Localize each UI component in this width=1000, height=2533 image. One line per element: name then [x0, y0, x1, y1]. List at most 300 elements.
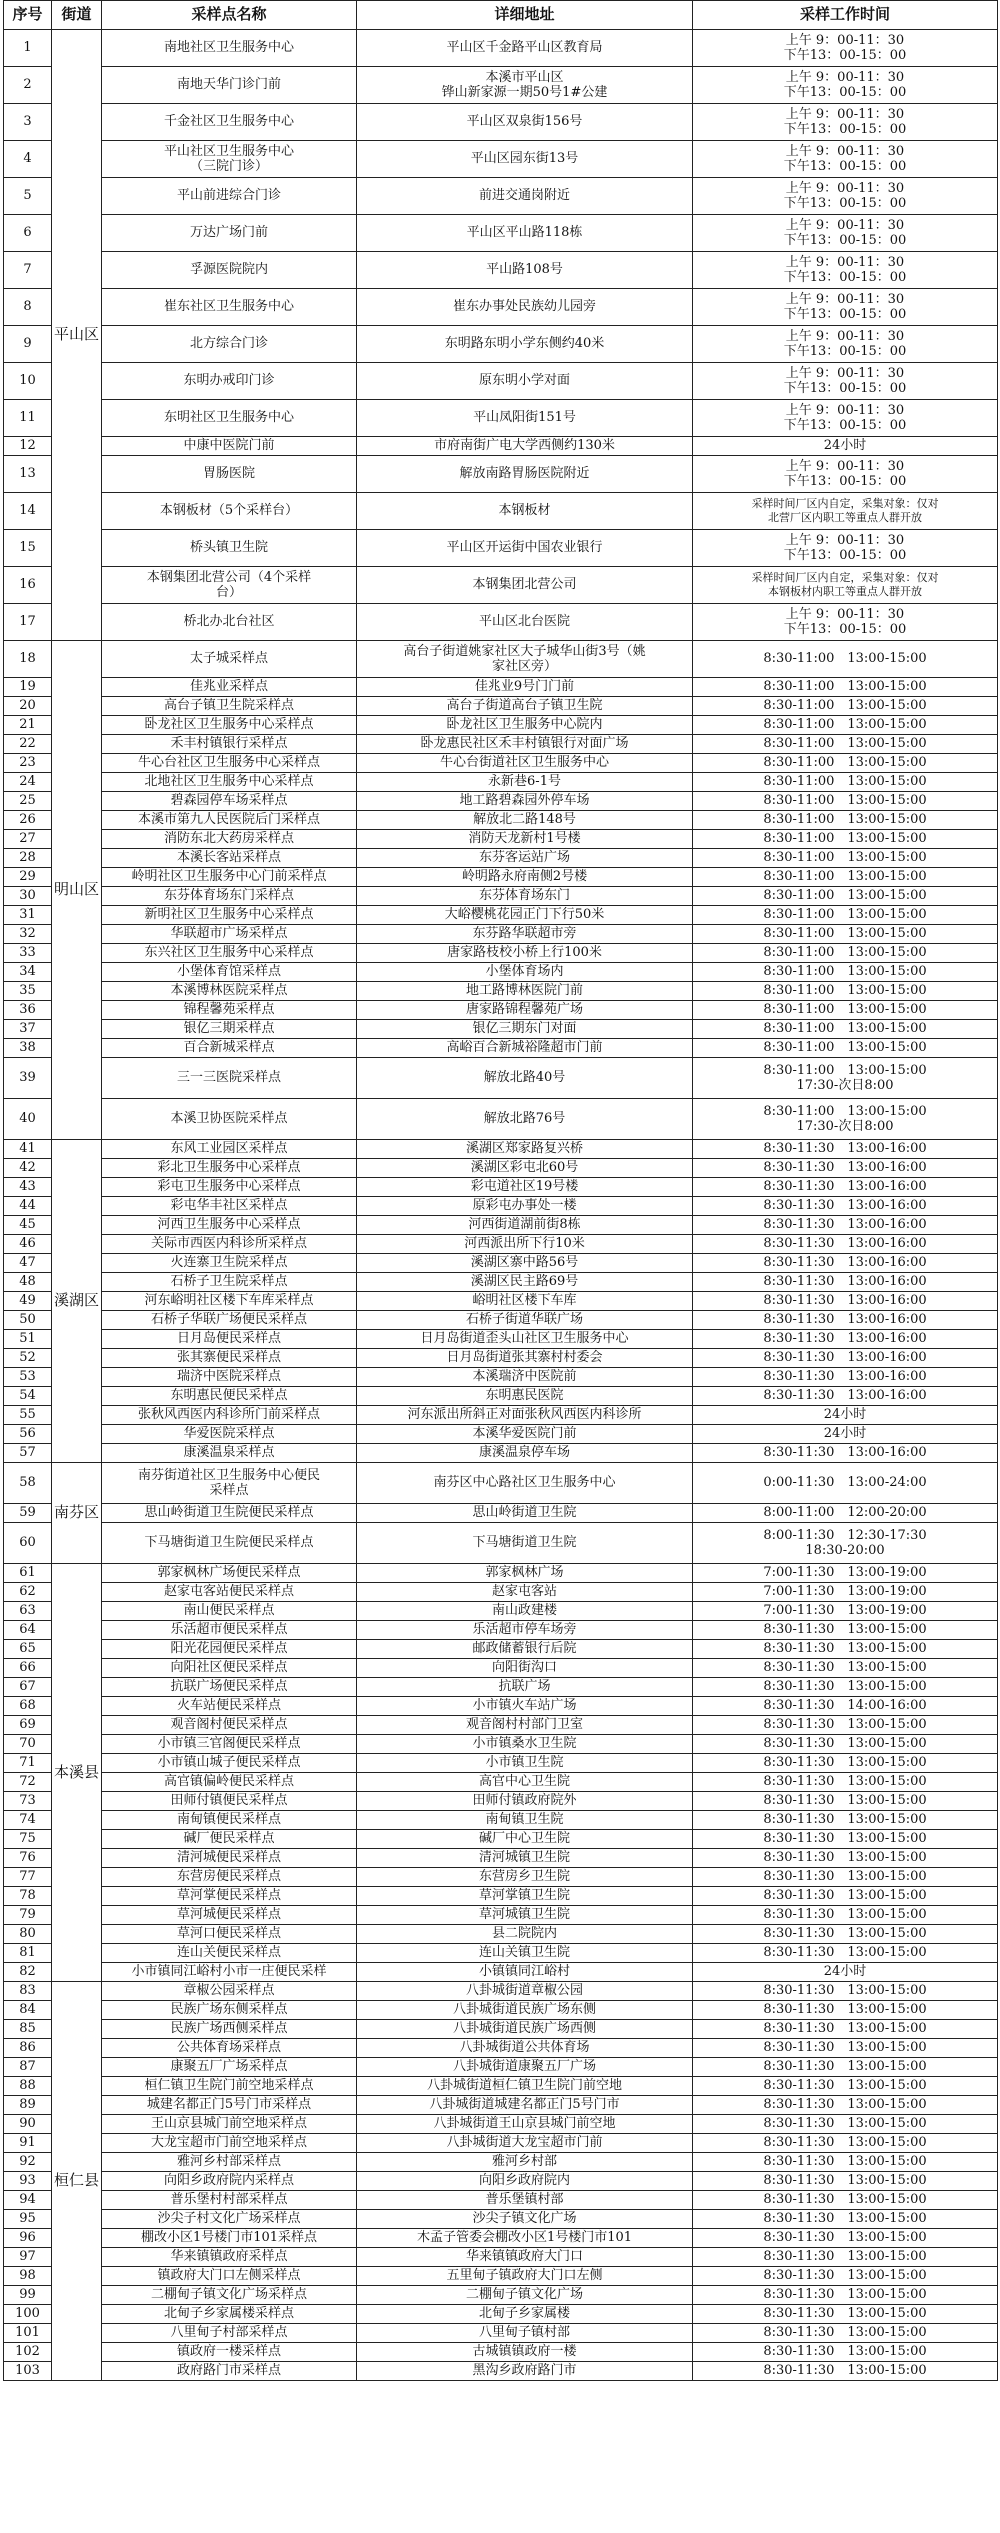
cell-address: 八卦城街道王山京县城门前空地	[357, 2115, 693, 2134]
table-row	[4, 1099, 998, 1140]
table-row	[4, 1523, 998, 1564]
cell-address: 八卦城街道民族广场东侧	[357, 2001, 693, 2020]
cell-site-name: 北地社区卫生服务中心采样点	[102, 773, 357, 792]
cell-hours: 8:30-11:30 13:00-16:00	[693, 1292, 998, 1311]
cell-hours: 8:30-11:30 13:00-15:00	[693, 1811, 998, 1830]
cell-site-name: 卧龙社区卫生服务中心采样点	[102, 716, 357, 735]
cell-address: 溪湖区民主路69号	[357, 1273, 693, 1292]
cell-hours: 0:00-11:30 13:00-24:00	[693, 1463, 998, 1504]
cell-index: 50	[4, 1311, 52, 1330]
table-row	[4, 437, 998, 456]
cell-address: 解放北路40号	[357, 1058, 693, 1099]
cell-site-name: 孚源医院院内	[102, 252, 357, 289]
table-row	[4, 1659, 998, 1678]
cell-site-name: 石桥子华联广场便民采样点	[102, 1311, 357, 1330]
cell-address: 河东派出所斜正对面张秋风西医内科诊所	[357, 1406, 693, 1425]
cell-hours: 8:30-11:30 13:00-16:00	[693, 1273, 998, 1292]
cell-hours: 8:30-11:30 13:00-16:00	[693, 1444, 998, 1463]
cell-address: 日月岛街道张其寨村村委会	[357, 1349, 693, 1368]
header-address: 详细地址	[357, 1, 693, 30]
cell-hours: 8:30-11:00 13:00-15:00	[693, 963, 998, 982]
cell-address: 解放南路胃肠医院附近	[357, 456, 693, 493]
cell-site-name: 南芬街道社区卫生服务中心便民 采样点	[102, 1463, 357, 1504]
cell-address: 黑沟乡政府路门市	[357, 2362, 693, 2381]
cell-address: 赵家屯客站	[357, 1583, 693, 1602]
cell-index: 73	[4, 1792, 52, 1811]
cell-hours: 8:30-11:30 13:00-16:00	[693, 1330, 998, 1349]
cell-index: 25	[4, 792, 52, 811]
header-hours: 采样工作时间	[693, 1, 998, 30]
cell-hours: 上午 9：00-11：30 下午13：00-15：00	[693, 289, 998, 326]
cell-site-name: 碧森园停车场采样点	[102, 792, 357, 811]
cell-index: 88	[4, 2077, 52, 2096]
table-row	[4, 2172, 998, 2191]
cell-hours: 24小时	[693, 1425, 998, 1444]
cell-hours: 8:30-11:00 13:00-15:00	[693, 1020, 998, 1039]
cell-hours: 8:30-11:30 13:00-15:00	[693, 1982, 998, 2001]
cell-site-name: 东明社区卫生服务中心	[102, 400, 357, 437]
cell-address: 消防天龙新村1号楼	[357, 830, 693, 849]
table-row	[4, 1178, 998, 1197]
cell-site-name: 高台子镇卫生院采样点	[102, 697, 357, 716]
cell-index: 37	[4, 1020, 52, 1039]
table-row	[4, 363, 998, 400]
cell-hours: 8:30-11:00 13:00-15:00	[693, 678, 998, 697]
cell-index: 57	[4, 1444, 52, 1463]
cell-address: 高台子街道姚家社区大子城华山街3号（姚 家社区旁）	[357, 641, 693, 678]
header-row	[4, 1, 998, 30]
cell-index: 59	[4, 1504, 52, 1523]
cell-hours: 8:30-11:30 13:00-16:00	[693, 1235, 998, 1254]
table-row	[4, 1621, 998, 1640]
cell-site-name: 章椒公园采样点	[102, 1982, 357, 2001]
cell-hours: 8:30-11:30 13:00-15:00	[693, 2324, 998, 2343]
cell-index: 5	[4, 178, 52, 215]
cell-hours: 上午 9：00-11：30 下午13：00-15：00	[693, 456, 998, 493]
cell-index: 12	[4, 437, 52, 456]
cell-site-name: 抗联广场便民采样点	[102, 1678, 357, 1697]
cell-address: 沙尖子镇文化广场	[357, 2210, 693, 2229]
cell-index: 86	[4, 2039, 52, 2058]
table-row	[4, 2191, 998, 2210]
cell-index: 18	[4, 641, 52, 678]
cell-index: 70	[4, 1735, 52, 1754]
cell-hours: 8:30-11:30 13:00-15:00	[693, 2210, 998, 2229]
cell-index: 42	[4, 1159, 52, 1178]
cell-index: 22	[4, 735, 52, 754]
cell-index: 64	[4, 1621, 52, 1640]
cell-hours: 8:30-11:30 13:00-15:00	[693, 2020, 998, 2039]
cell-index: 76	[4, 1849, 52, 1868]
table-row	[4, 2058, 998, 2077]
cell-index: 78	[4, 1887, 52, 1906]
cell-hours: 8:30-11:30 13:00-16:00	[693, 1349, 998, 1368]
table-row	[4, 1906, 998, 1925]
cell-site-name: 彩屯华丰社区采样点	[102, 1197, 357, 1216]
cell-index: 90	[4, 2115, 52, 2134]
cell-site-name: 王山京县城门前空地采样点	[102, 2115, 357, 2134]
cell-site-name: 南甸镇便民采样点	[102, 1811, 357, 1830]
cell-hours: 7:00-11:30 13:00-19:00	[693, 1564, 998, 1583]
table-row	[4, 1640, 998, 1659]
cell-address: 乐活超市停车场旁	[357, 1621, 693, 1640]
cell-site-name: 佳兆业采样点	[102, 678, 357, 697]
table-row	[4, 2248, 998, 2267]
table-row	[4, 2001, 998, 2020]
table-row	[4, 1406, 998, 1425]
cell-site-name: 镇政府大门口左侧采样点	[102, 2267, 357, 2286]
cell-site-name: 禾丰村镇银行采样点	[102, 735, 357, 754]
cell-hours: 上午 9：00-11：30 下午13：00-15：00	[693, 604, 998, 641]
cell-index: 84	[4, 2001, 52, 2020]
cell-address: 岭明路永府南侧2号楼	[357, 868, 693, 887]
cell-index: 52	[4, 1349, 52, 1368]
cell-hours: 8:30-11:00 13:00-15:00	[693, 906, 998, 925]
cell-address: 原东明小学对面	[357, 363, 693, 400]
cell-address: 平山区开运街中国农业银行	[357, 530, 693, 567]
cell-site-name: 北方综合门诊	[102, 326, 357, 363]
cell-index: 54	[4, 1387, 52, 1406]
cell-hours: 8:30-11:30 13:00-16:00	[693, 1311, 998, 1330]
cell-index: 4	[4, 141, 52, 178]
cell-site-name: 郭家枫林广场便民采样点	[102, 1564, 357, 1583]
cell-hours: 8:30-11:30 13:00-16:00	[693, 1197, 998, 1216]
cell-site-name: 桓仁镇卫生院门前空地采样点	[102, 2077, 357, 2096]
cell-hours: 采样时间厂区内自定，采集对象：仅对 北营厂区内职工等重点人群开放	[693, 493, 998, 530]
cell-address: 卧龙社区卫生服务中心院内	[357, 716, 693, 735]
cell-address: 东芬路华联超市旁	[357, 925, 693, 944]
cell-site-name: 草河口便民采样点	[102, 1925, 357, 1944]
cell-index: 53	[4, 1368, 52, 1387]
cell-address: 草河城镇卫生院	[357, 1906, 693, 1925]
cell-index: 91	[4, 2134, 52, 2153]
cell-address: 解放北二路148号	[357, 811, 693, 830]
cell-address: 唐家路枝校小桥上行100米	[357, 944, 693, 963]
cell-hours: 8:30-11:30 13:00-16:00	[693, 1254, 998, 1273]
cell-hours: 8:30-11:30 13:00-15:00	[693, 2134, 998, 2153]
table-row	[4, 773, 998, 792]
cell-address: 华来镇镇政府大门口	[357, 2248, 693, 2267]
cell-index: 69	[4, 1716, 52, 1735]
cell-hours: 7:00-11:30 13:00-19:00	[693, 1602, 998, 1621]
cell-index: 103	[4, 2362, 52, 2381]
table-row	[4, 1697, 998, 1716]
cell-site-name: 本溪卫协医院采样点	[102, 1099, 357, 1140]
cell-address: 平山区千金路平山区教育局	[357, 30, 693, 67]
cell-site-name: 康聚五厂广场采样点	[102, 2058, 357, 2077]
table-row	[4, 178, 998, 215]
cell-site-name: 东风工业园区采样点	[102, 1140, 357, 1159]
cell-site-name: 政府路门市采样点	[102, 2362, 357, 2381]
cell-site-name: 南山便民采样点	[102, 1602, 357, 1621]
cell-hours: 8:30-11:30 13:00-15:00	[693, 1640, 998, 1659]
table-row	[4, 2343, 998, 2362]
cell-hours: 8:30-11:00 13:00-15:00 17:30-次日8:00	[693, 1058, 998, 1099]
cell-index: 7	[4, 252, 52, 289]
header-index: 序号	[4, 1, 52, 30]
table-row	[4, 326, 998, 363]
cell-index: 17	[4, 604, 52, 641]
cell-hours: 8:30-11:00 13:00-15:00	[693, 716, 998, 735]
cell-address: 连山关镇卫生院	[357, 1944, 693, 1963]
cell-hours: 8:30-11:30 13:00-15:00	[693, 2343, 998, 2362]
table-row	[4, 1254, 998, 1273]
cell-index: 11	[4, 400, 52, 437]
cell-hours: 8:30-11:30 13:00-15:00	[693, 2058, 998, 2077]
cell-index: 39	[4, 1058, 52, 1099]
cell-address: 八里甸子镇村部	[357, 2324, 693, 2343]
cell-site-name: 关际市西医内科诊所采样点	[102, 1235, 357, 1254]
cell-index: 26	[4, 811, 52, 830]
cell-index: 48	[4, 1273, 52, 1292]
table-row	[4, 1982, 998, 2001]
table-row	[4, 735, 998, 754]
table-row	[4, 1944, 998, 1963]
cell-address: 峪明社区楼下车库	[357, 1292, 693, 1311]
cell-address: 北甸子乡家属楼	[357, 2305, 693, 2324]
cell-address: 小市镇桑水卫生院	[357, 1735, 693, 1754]
cell-site-name: 百合新城采样点	[102, 1039, 357, 1058]
cell-index: 41	[4, 1140, 52, 1159]
cell-hours: 上午 9：00-11：30 下午13：00-15：00	[693, 67, 998, 104]
cell-address: 小镇镇同江峪村	[357, 1963, 693, 1982]
cell-address: 康溪温泉停车场	[357, 1444, 693, 1463]
cell-index: 94	[4, 2191, 52, 2210]
cell-site-name: 张秋风西医内科诊所门前采样点	[102, 1406, 357, 1425]
cell-site-name: 东明惠民便民采样点	[102, 1387, 357, 1406]
cell-address: 八卦城街道桓仁镇卫生院门前空地	[357, 2077, 693, 2096]
cell-hours: 24小时	[693, 1406, 998, 1425]
cell-address: 小市镇卫生院	[357, 1754, 693, 1773]
cell-hours: 8:30-11:30 13:00-15:00	[693, 2191, 998, 2210]
table-row	[4, 830, 998, 849]
cell-address: 本溪华爱医院门前	[357, 1425, 693, 1444]
cell-hours: 8:30-11:30 13:00-15:00	[693, 2362, 998, 2381]
cell-index: 72	[4, 1773, 52, 1792]
cell-hours: 8:30-11:30 13:00-15:00	[693, 1678, 998, 1697]
cell-index: 13	[4, 456, 52, 493]
cell-site-name: 太子城采样点	[102, 641, 357, 678]
table-row	[4, 493, 998, 530]
table-row	[4, 1735, 998, 1754]
cell-address: 向阳乡政府院内	[357, 2172, 693, 2191]
cell-address: 卧龙惠民社区禾丰村镇银行对面广场	[357, 735, 693, 754]
cell-index: 87	[4, 2058, 52, 2077]
table-row	[4, 754, 998, 773]
cell-index: 27	[4, 830, 52, 849]
cell-hours: 8:30-11:00 13:00-15:00	[693, 1039, 998, 1058]
cell-address: 八卦城街道城建名都正门5号门市	[357, 2096, 693, 2115]
cell-address: 银亿三期东门对面	[357, 1020, 693, 1039]
cell-index: 96	[4, 2229, 52, 2248]
cell-address: 八卦城街道大龙宝超市门前	[357, 2134, 693, 2153]
cell-address: 高官中心卫生院	[357, 1773, 693, 1792]
cell-address: 郭家枫林广场	[357, 1564, 693, 1583]
cell-site-name: 瑞济中医院采样点	[102, 1368, 357, 1387]
cell-hours: 8:30-11:00 13:00-15:00	[693, 792, 998, 811]
cell-index: 80	[4, 1925, 52, 1944]
table-row	[4, 2286, 998, 2305]
cell-index: 43	[4, 1178, 52, 1197]
cell-index: 30	[4, 887, 52, 906]
table-row	[4, 811, 998, 830]
table-row	[4, 697, 998, 716]
cell-address: 永新巷6-1号	[357, 773, 693, 792]
cell-hours: 8:30-11:30 13:00-15:00	[693, 2153, 998, 2172]
cell-hours: 8:30-11:00 13:00-15:00	[693, 944, 998, 963]
cell-hours: 8:30-11:30 13:00-15:00	[693, 1849, 998, 1868]
cell-hours: 上午 9：00-11：30 下午13：00-15：00	[693, 104, 998, 141]
cell-address: 解放北路76号	[357, 1099, 693, 1140]
cell-index: 66	[4, 1659, 52, 1678]
cell-index: 49	[4, 1292, 52, 1311]
cell-site-name: 赵家屯客站便民采样点	[102, 1583, 357, 1602]
table-row	[4, 906, 998, 925]
cell-hours: 24小时	[693, 1963, 998, 1982]
cell-address: 牛心台街道社区卫生服务中心	[357, 754, 693, 773]
cell-address: 八卦城街道民族广场西侧	[357, 2020, 693, 2039]
cell-address: 地工路碧森园外停车场	[357, 792, 693, 811]
cell-index: 62	[4, 1583, 52, 1602]
cell-site-name: 小市镇三官阁便民采样点	[102, 1735, 357, 1754]
cell-site-name: 火连寨卫生院采样点	[102, 1254, 357, 1273]
cell-address: 南芬区中心路社区卫生服务中心	[357, 1463, 693, 1504]
cell-site-name: 消防东北大药房采样点	[102, 830, 357, 849]
table-row	[4, 1292, 998, 1311]
cell-site-name: 本溪长客站采样点	[102, 849, 357, 868]
cell-site-name: 本溪博林医院采样点	[102, 982, 357, 1001]
cell-address: 溪湖区郑家路复兴桥	[357, 1140, 693, 1159]
cell-hours: 8:30-11:30 13:00-15:00	[693, 2286, 998, 2305]
cell-address: 佳兆业9号门门前	[357, 678, 693, 697]
cell-address: 地工路博林医院门前	[357, 982, 693, 1001]
cell-index: 99	[4, 2286, 52, 2305]
cell-site-name: 高官镇偏岭便民采样点	[102, 1773, 357, 1792]
table-row	[4, 1140, 998, 1159]
cell-hours: 8:30-11:00 13:00-15:00	[693, 1001, 998, 1020]
cell-address: 二棚甸子镇文化广场	[357, 2286, 693, 2305]
cell-site-name: 平山社区卫生服务中心 （三院门诊）	[102, 141, 357, 178]
cell-site-name: 田师付镇便民采样点	[102, 1792, 357, 1811]
cell-index: 44	[4, 1197, 52, 1216]
cell-index: 60	[4, 1523, 52, 1564]
cell-hours: 8:30-11:00 13:00-15:00	[693, 849, 998, 868]
cell-site-name: 桥北办北台社区	[102, 604, 357, 641]
cell-hours: 8:30-11:30 13:00-15:00	[693, 1716, 998, 1735]
cell-district: 桓仁县	[52, 1982, 102, 2381]
cell-address: 八卦城街道章椒公园	[357, 1982, 693, 2001]
cell-hours: 8:30-11:00 13:00-15:00	[693, 887, 998, 906]
cell-site-name: 彩屯卫生服务中心采样点	[102, 1178, 357, 1197]
cell-index: 95	[4, 2210, 52, 2229]
cell-hours: 8:30-11:30 13:00-15:00	[693, 1792, 998, 1811]
table-row	[4, 2324, 998, 2343]
cell-index: 82	[4, 1963, 52, 1982]
cell-index: 67	[4, 1678, 52, 1697]
cell-hours: 8:30-11:30 13:00-15:00	[693, 2229, 998, 2248]
cell-index: 36	[4, 1001, 52, 1020]
cell-site-name: 南地社区卫生服务中心	[102, 30, 357, 67]
cell-address: 田师付镇政府院外	[357, 1792, 693, 1811]
cell-address: 大峪樱桃花园正门下行50米	[357, 906, 693, 925]
cell-index: 20	[4, 697, 52, 716]
cell-site-name: 沙尖子村文化广场采样点	[102, 2210, 357, 2229]
cell-hours: 8:30-11:30 13:00-15:00	[693, 2248, 998, 2267]
cell-index: 56	[4, 1425, 52, 1444]
cell-address: 草河掌镇卫生院	[357, 1887, 693, 1906]
cell-site-name: 牛心台社区卫生服务中心采样点	[102, 754, 357, 773]
table-row	[4, 1235, 998, 1254]
cell-address: 古城镇镇政府一楼	[357, 2343, 693, 2362]
cell-hours: 8:30-11:30 13:00-15:00	[693, 1925, 998, 1944]
cell-address: 邮政储蓄银行后院	[357, 1640, 693, 1659]
table-row	[4, 2305, 998, 2324]
cell-site-name: 中康中医院门前	[102, 437, 357, 456]
table-row	[4, 641, 998, 678]
table-row	[4, 1830, 998, 1849]
table-row	[4, 925, 998, 944]
cell-site-name: 民族广场西侧采样点	[102, 2020, 357, 2039]
table-row	[4, 2096, 998, 2115]
table-row	[4, 1020, 998, 1039]
table-row	[4, 1792, 998, 1811]
cell-hours: 8:30-11:30 13:00-15:00	[693, 1944, 998, 1963]
table-row	[4, 2210, 998, 2229]
cell-site-name: 大龙宝超市门前空地采样点	[102, 2134, 357, 2153]
cell-site-name: 清河城便民采样点	[102, 1849, 357, 1868]
cell-hours: 8:30-11:00 13:00-15:00 17:30-次日8:00	[693, 1099, 998, 1140]
table-row	[4, 1925, 998, 1944]
cell-hours: 8:30-11:00 13:00-15:00	[693, 754, 998, 773]
table-row	[4, 1504, 998, 1523]
cell-index: 75	[4, 1830, 52, 1849]
cell-site-name: 八里甸子村部采样点	[102, 2324, 357, 2343]
cell-site-name: 民族广场东侧采样点	[102, 2001, 357, 2020]
cell-address: 向阳街沟口	[357, 1659, 693, 1678]
cell-district: 南芬区	[52, 1463, 102, 1564]
cell-site-name: 火车站便民采样点	[102, 1697, 357, 1716]
cell-hours: 采样时间厂区内自定，采集对象：仅对 本钢板材内职工等重点人群开放	[693, 567, 998, 604]
cell-address: 平山路108号	[357, 252, 693, 289]
cell-site-name: 崔东社区卫生服务中心	[102, 289, 357, 326]
cell-hours: 8:30-11:00 13:00-15:00	[693, 697, 998, 716]
table-row	[4, 868, 998, 887]
table-row	[4, 944, 998, 963]
cell-hours: 8:30-11:30 13:00-15:00	[693, 1830, 998, 1849]
cell-hours: 上午 9：00-11：30 下午13：00-15：00	[693, 400, 998, 437]
table-row	[4, 215, 998, 252]
cell-hours: 8:30-11:00 13:00-15:00	[693, 811, 998, 830]
table-row	[4, 1387, 998, 1406]
cell-site-name: 万达广场门前	[102, 215, 357, 252]
cell-site-name: 河东峪明社区楼下车库采样点	[102, 1292, 357, 1311]
cell-hours: 8:30-11:00 13:00-15:00	[693, 868, 998, 887]
table-row	[4, 2267, 998, 2286]
cell-hours: 8:30-11:30 13:00-15:00	[693, 1773, 998, 1792]
cell-index: 28	[4, 849, 52, 868]
cell-address: 平山区北台医院	[357, 604, 693, 641]
table-row	[4, 1349, 998, 1368]
table-row	[4, 1368, 998, 1387]
cell-index: 33	[4, 944, 52, 963]
cell-address: 南甸镇卫生院	[357, 1811, 693, 1830]
cell-index: 85	[4, 2020, 52, 2039]
table-row	[4, 963, 998, 982]
cell-index: 15	[4, 530, 52, 567]
table-row	[4, 456, 998, 493]
cell-index: 46	[4, 1235, 52, 1254]
table-row	[4, 1716, 998, 1735]
